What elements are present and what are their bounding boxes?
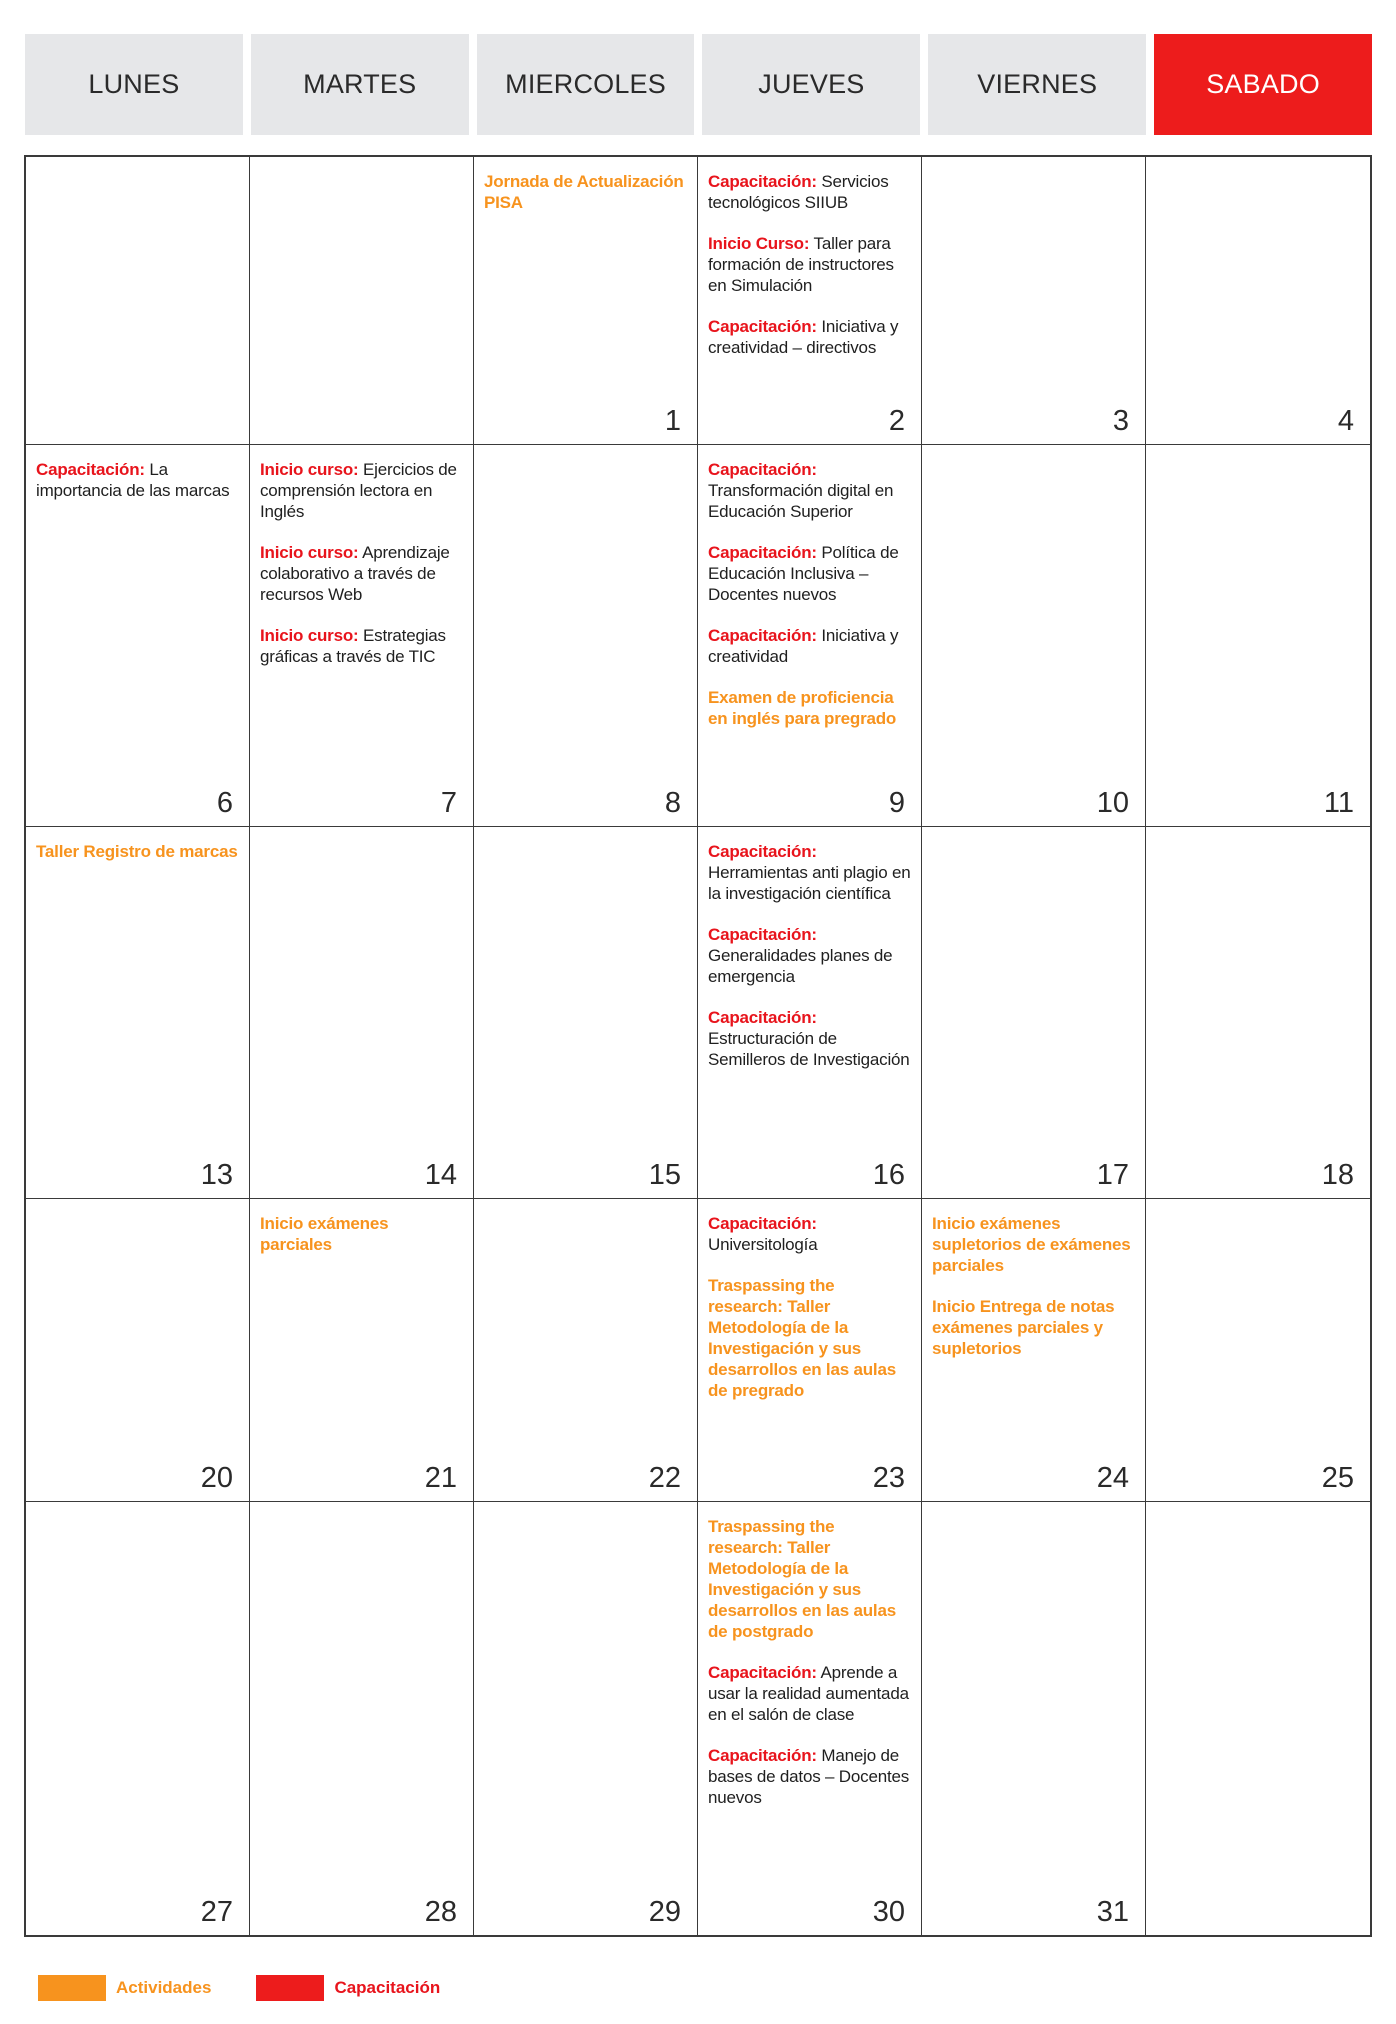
- day-number: 8: [664, 787, 681, 819]
- event-text: Iniciativa y creatividad: [708, 626, 899, 666]
- calendar-day-cell: [698, 827, 922, 1199]
- weekday-monday: LUNES: [25, 34, 243, 135]
- calendar-day-cell: [922, 157, 1146, 445]
- weekday-thursday: JUEVES: [702, 34, 920, 135]
- calendar-day-cell: [250, 827, 474, 1199]
- calendar-day-cell: [250, 445, 474, 827]
- legend-activities-swatch: [38, 1975, 106, 2001]
- calendar-day-cell: [698, 157, 922, 445]
- training-event: [708, 233, 911, 296]
- event-label: Capacitación:: [708, 925, 817, 944]
- weekday-wednesday: MIERCOLES: [477, 34, 695, 135]
- day-number: 18: [1321, 1159, 1354, 1191]
- calendar-day-cell: [474, 827, 698, 1199]
- calendar-day-cell: [26, 1502, 250, 1935]
- day-number: 7: [440, 787, 457, 819]
- day-number: 20: [200, 1462, 233, 1494]
- calendar-day-cell: [250, 1502, 474, 1935]
- weekday-saturday: SABADO: [1154, 34, 1372, 135]
- weekday-header: [25, 34, 1372, 135]
- day-number: 10: [1096, 787, 1129, 819]
- event-text: Servicios tecnológicos SIIUB: [708, 172, 889, 212]
- day-number: 27: [200, 1896, 233, 1928]
- training-event: [36, 459, 239, 501]
- event-text: Iniciativa y creatividad – directivos: [708, 317, 899, 357]
- event-text: Política de Educación Inclusiva – Docentes nuevos: [708, 543, 899, 604]
- legend-activities-label: Actividades: [116, 1978, 212, 1997]
- day-number: 13: [200, 1159, 233, 1191]
- event-label: Capacitación:: [708, 543, 817, 562]
- event-label: Capacitación:: [708, 626, 817, 645]
- training-event: [260, 459, 463, 522]
- weekday-friday: VIERNES: [928, 34, 1146, 135]
- training-event: [708, 542, 911, 605]
- event-text: Transformación digital en Educación Superior: [708, 481, 894, 521]
- activity-event: Traspassing the research: Taller Metodología de la Investigación y sus desarrollos en las aulas de postgrado: [708, 1517, 896, 1641]
- calendar-day-cell: [1146, 827, 1370, 1199]
- calendar-day-cell: [26, 445, 250, 827]
- event-text: Aprende a usar la realidad aumentada en el salón de clase: [708, 1663, 909, 1724]
- training-event: [708, 1662, 911, 1725]
- event-label: Inicio curso:: [260, 460, 359, 479]
- calendar-grid: [24, 155, 1372, 1937]
- day-number: 23: [872, 1462, 905, 1494]
- day-number: 28: [424, 1896, 457, 1928]
- day-number: 6: [216, 787, 233, 819]
- calendar-day-cell: [26, 1199, 250, 1502]
- training-event: [708, 1213, 911, 1255]
- calendar-day-cell: [1146, 1502, 1370, 1935]
- training-event: [708, 171, 911, 213]
- activity-event: Examen de proficiencia en inglés para pregrado: [708, 688, 897, 728]
- event-text: Herramientas anti plagio en la investigación científica: [708, 863, 911, 903]
- calendar-day-cell: [922, 1199, 1146, 1502]
- event-label: Capacitación:: [36, 460, 145, 479]
- calendar-day-cell: [698, 1199, 922, 1502]
- event-label: Capacitación:: [708, 172, 817, 191]
- day-number: 1: [664, 405, 681, 437]
- calendar-day-cell: [1146, 1199, 1370, 1502]
- activity-event: Taller Registro de marcas: [36, 842, 238, 861]
- training-event: [708, 316, 911, 358]
- legend-training-swatch: [256, 1975, 324, 2001]
- event-text: Aprendizaje colaborativo a través de recursos Web: [260, 543, 450, 604]
- calendar-day-cell: [474, 1502, 698, 1935]
- event-text: Universitología: [708, 1235, 818, 1254]
- day-number: 24: [1096, 1462, 1129, 1494]
- event-label: Capacitación:: [708, 1008, 817, 1027]
- training-event: [260, 542, 463, 605]
- day-number: 22: [648, 1462, 681, 1494]
- event-label: Capacitación:: [708, 460, 817, 479]
- training-event: [708, 841, 911, 904]
- event-label: Capacitación:: [708, 842, 817, 861]
- training-event: [708, 924, 911, 987]
- calendar-day-cell: [474, 445, 698, 827]
- training-event: [260, 625, 463, 667]
- day-number: 31: [1096, 1896, 1129, 1928]
- day-number: 4: [1337, 405, 1354, 437]
- calendar-day-cell: [474, 1199, 698, 1502]
- event-label: Inicio Curso:: [708, 234, 810, 253]
- day-number: 17: [1096, 1159, 1129, 1191]
- day-number: 25: [1321, 1462, 1354, 1494]
- event-text: Estructuración de Semilleros de Investigación: [708, 1029, 910, 1069]
- calendar-day-cell: [922, 827, 1146, 1199]
- activity-event: Jornada de Actualización PISA: [484, 172, 684, 212]
- event-label: Capacitación:: [708, 1214, 817, 1233]
- day-number: 9: [888, 787, 905, 819]
- weekday-tuesday: MARTES: [251, 34, 469, 135]
- day-number: 29: [648, 1896, 681, 1928]
- event-label: Inicio curso:: [260, 543, 359, 562]
- activity-event: Traspassing the research: Taller Metodología de la Investigación y sus desarrollos en las aulas de pregrado: [708, 1276, 896, 1400]
- calendar-day-cell: [922, 445, 1146, 827]
- day-number: 15: [648, 1159, 681, 1191]
- day-number: 30: [872, 1896, 905, 1928]
- legend: [38, 1974, 440, 2002]
- training-event: [708, 1007, 911, 1070]
- day-number: 21: [424, 1462, 457, 1494]
- calendar-day-cell: [698, 1502, 922, 1935]
- event-text: La importancia de las marcas: [36, 460, 230, 500]
- training-event: [708, 1745, 911, 1808]
- event-text: Manejo de bases de datos – Docentes nuevos: [708, 1746, 910, 1807]
- day-number: 14: [424, 1159, 457, 1191]
- activity-event: Inicio Entrega de notas exámenes parciales y supletorios: [932, 1297, 1115, 1358]
- calendar-day-cell: [698, 445, 922, 827]
- calendar-day-cell: [26, 157, 250, 445]
- event-text: Generalidades planes de emergencia: [708, 946, 893, 986]
- calendar-day-cell: [474, 157, 698, 445]
- calendar-day-cell: [1146, 445, 1370, 827]
- training-event: [708, 459, 911, 522]
- event-text: Taller para formación de instructores en Simulación: [708, 234, 894, 295]
- calendar-day-cell: [250, 1199, 474, 1502]
- activity-event: Inicio exámenes parciales: [260, 1214, 389, 1254]
- event-label: Capacitación:: [708, 1746, 817, 1765]
- event-text: Estrategias gráficas a través de TIC: [260, 626, 446, 666]
- calendar-day-cell: [1146, 157, 1370, 445]
- event-text: Ejercicios de comprensión lectora en Inglés: [260, 460, 457, 521]
- day-number: 2: [888, 405, 905, 437]
- day-number: 3: [1112, 405, 1129, 437]
- event-label: Capacitación:: [708, 317, 817, 336]
- legend-training-label: Capacitación: [334, 1978, 441, 1997]
- event-label: Inicio curso:: [260, 626, 359, 645]
- calendar-day-cell: [250, 157, 474, 445]
- activity-event: Inicio exámenes supletorios de exámenes parciales: [932, 1214, 1131, 1275]
- day-number: 11: [1323, 787, 1354, 819]
- day-number: 16: [872, 1159, 905, 1191]
- training-event: [708, 625, 911, 667]
- event-label: Capacitación:: [708, 1663, 817, 1682]
- calendar-day-cell: [922, 1502, 1146, 1935]
- calendar-day-cell: [26, 827, 250, 1199]
